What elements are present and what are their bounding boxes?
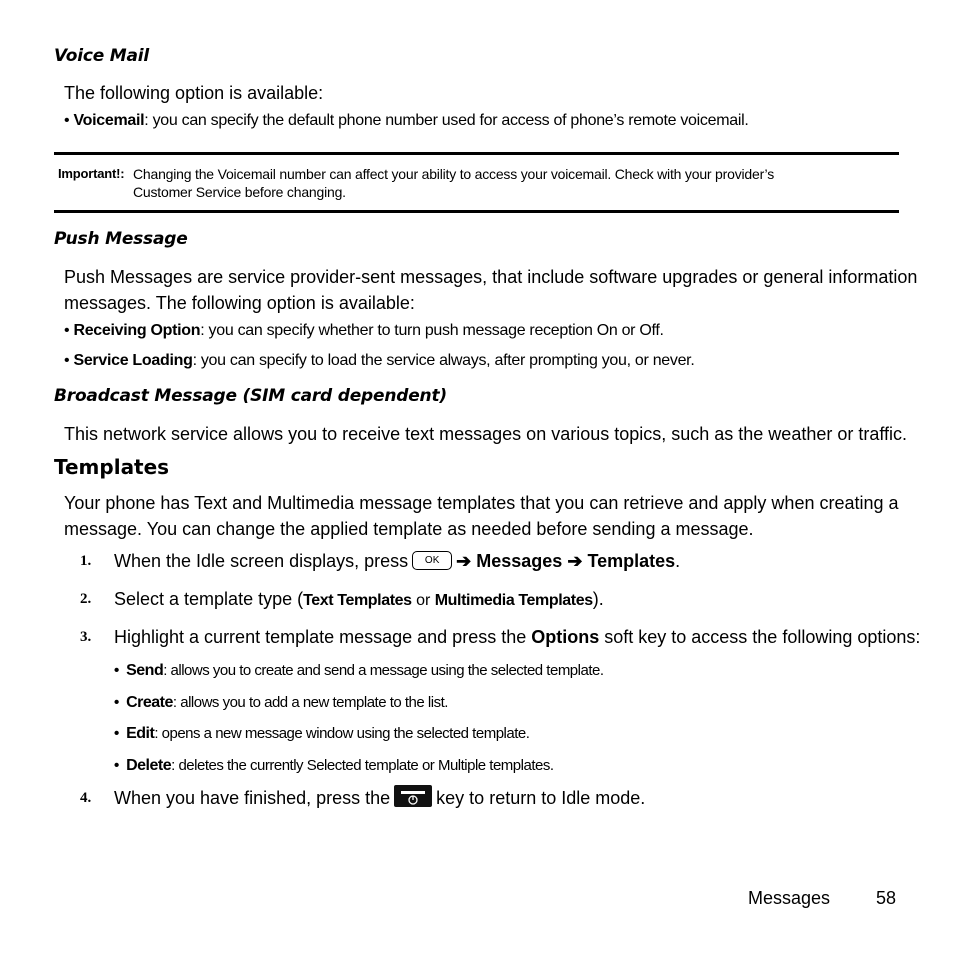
bullet-dot: • [114, 757, 127, 774]
bullet-label: Service Loading [73, 352, 193, 369]
step-text: . [675, 551, 681, 571]
step-text: ). [592, 589, 604, 609]
list-item [114, 662, 604, 680]
important-line-1: Changing the Voicemail number can affect your ability to access your voicemail. Check with your provider’s [133, 166, 775, 182]
step-text: soft key to access the following options: [599, 627, 921, 647]
page-number: 58 [876, 888, 897, 908]
menu-arrow: ➔ [456, 551, 472, 571]
bullet-label: Receiving Option [73, 322, 201, 339]
bullet-text: : you can specify to load the service always, after prompting you, or never. [192, 352, 695, 369]
option-label: Edit [126, 725, 155, 742]
broadcast-heading: Broadcast Message (SIM card dependent) [54, 386, 447, 406]
step-text: key to return to Idle mode. [436, 788, 646, 808]
step-text: When you have finished, press the [114, 788, 391, 808]
step-number: 3. [80, 629, 92, 645]
templates-para-line-2: message. You can change the applied template as needed before sending a message. [64, 519, 754, 539]
important-line-2: Customer Service before changing. [133, 184, 346, 200]
step-4 [114, 785, 645, 811]
step-number: 4. [80, 790, 92, 806]
bullet-text: : you can specify the default phone number used for access of phone’s remote voicemail. [144, 112, 749, 129]
option-label: Delete [126, 757, 172, 774]
menu-templates: Templates [587, 551, 676, 571]
option-label: Create [126, 694, 173, 711]
bullet-dot: • [64, 352, 74, 369]
step-text: or [411, 592, 435, 609]
push-message-para-line-1: Push Messages are service provider-sent messages, that include software upgrades or general information [64, 267, 918, 287]
bullet-dot: • [114, 662, 127, 679]
templates-para-line-1: Your phone has Text and Multimedia message templates that you can retrieve and apply when creating a [64, 493, 899, 513]
broadcast-para: This network service allows you to receive text messages on various topics, such as the weather or traffic. [64, 424, 908, 444]
bullet-text: : you can specify whether to turn push message reception On or Off. [200, 322, 664, 339]
step-number: 1. [80, 553, 92, 569]
option-label: Send [126, 662, 164, 679]
option-text-templates: Text Templates [303, 592, 412, 609]
bullet-dot: • [64, 322, 74, 339]
end-key-icon [394, 785, 432, 807]
important-label: Important!: [58, 166, 125, 181]
bullet-label: Voicemail [73, 112, 145, 129]
step-text: Highlight a current template message and press the [114, 627, 532, 647]
menu-messages: Messages [476, 551, 563, 571]
step-text: Select a template type ( [114, 589, 304, 609]
list-item [114, 725, 529, 743]
list-item [64, 322, 664, 340]
option-text: : opens a new message window using the selected template. [154, 725, 530, 742]
step-1 [114, 548, 680, 574]
list-item [114, 694, 448, 712]
step-text: When the Idle screen displays, press [114, 551, 409, 571]
bullet-dot: • [114, 694, 127, 711]
list-item [64, 352, 694, 370]
push-message-para-line-2: messages. The following option is available: [64, 293, 415, 313]
footer-section: Messages [748, 888, 831, 908]
step-3 [114, 624, 920, 650]
voice-mail-intro: The following option is available: [64, 83, 324, 103]
option-multimedia-templates: Multimedia Templates [434, 592, 593, 609]
option-text: : deletes the currently Selected template or Multiple templates. [171, 757, 554, 774]
templates-heading: Templates [54, 455, 170, 479]
note-bottom-rule [54, 210, 899, 213]
options-softkey-label: Options [531, 627, 600, 647]
note-top-rule [54, 152, 899, 155]
bullet-dot: • [114, 725, 127, 742]
voice-mail-heading: Voice Mail [54, 46, 149, 66]
ok-key-icon: OK [412, 551, 452, 570]
step-2 [114, 586, 604, 614]
step-number: 2. [80, 591, 92, 607]
bullet-dot: • [64, 112, 74, 129]
option-text: : allows you to create and send a message using the selected template. [163, 662, 604, 679]
menu-arrow: ➔ [567, 551, 583, 571]
list-item [114, 757, 554, 775]
list-item [64, 112, 748, 130]
push-message-heading: Push Message [54, 229, 188, 249]
option-text: : allows you to add a new template to the list. [172, 694, 448, 711]
